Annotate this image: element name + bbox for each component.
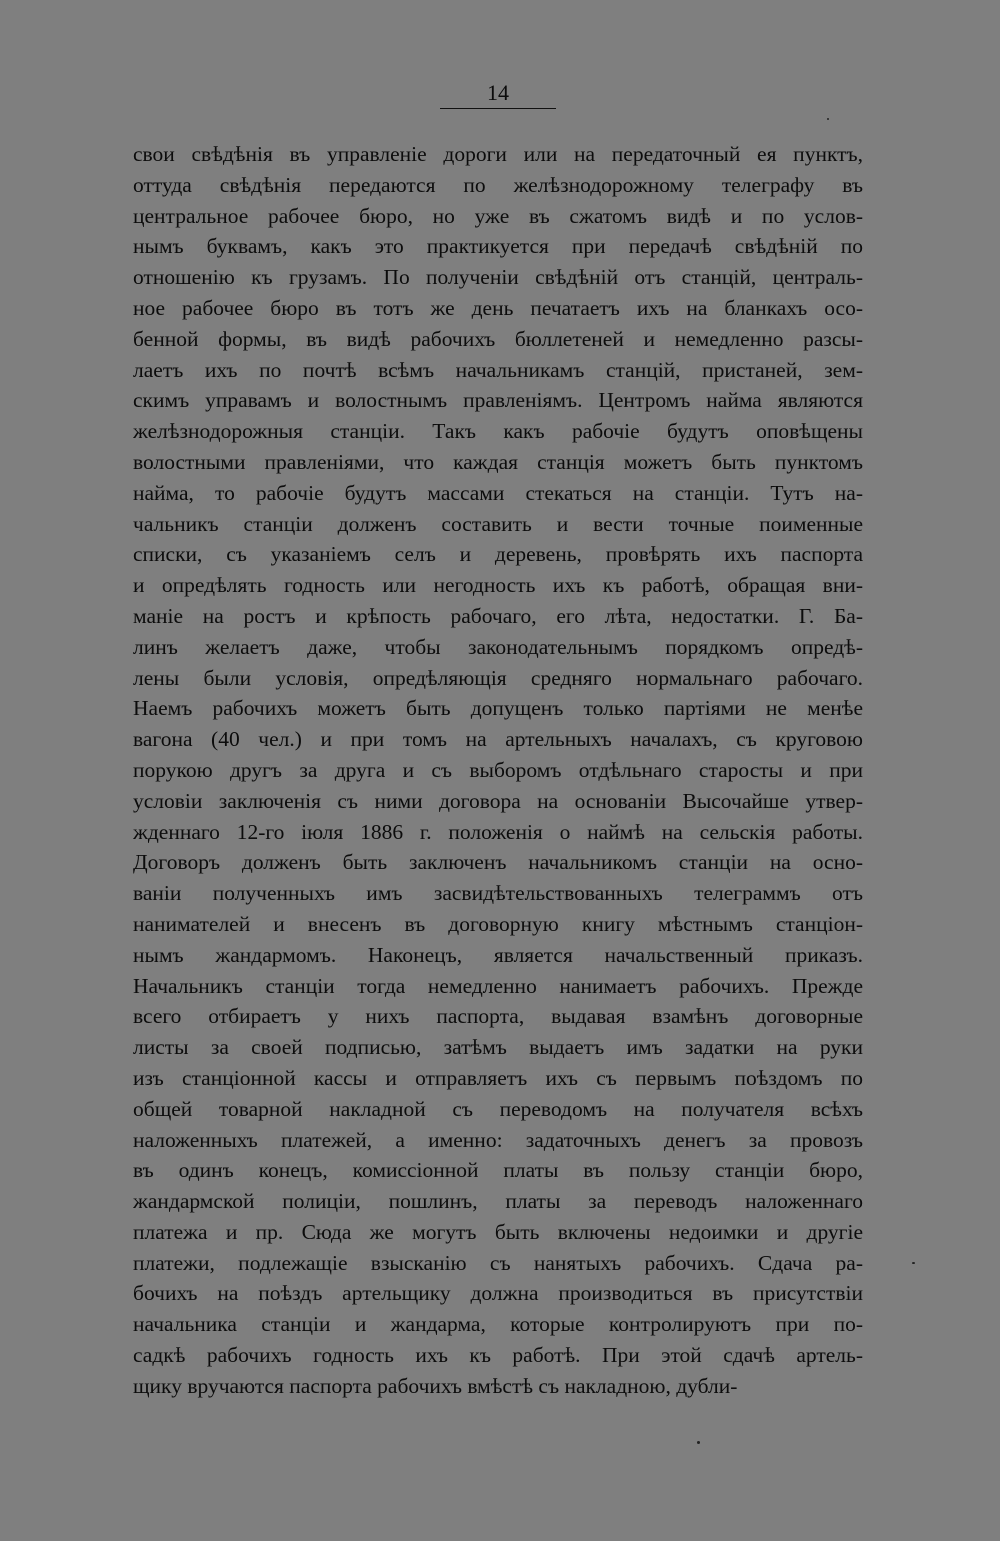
text-line: наложенныхъ платежей, а именно: задаточныхъ денегъ за провозъ (133, 1127, 863, 1152)
text-line: платежа и пр. Сюда же могутъ быть включены недоимки и другіе (133, 1219, 863, 1244)
text-line: общей товарной накладной съ переводомъ на получателя всѣхъ (133, 1096, 863, 1121)
text-line: линъ желаетъ даже, чтобы законодательнымъ порядкомъ опредѣ- (133, 634, 863, 659)
text-line: нанимателей и внесенъ въ договорную книгу мѣстнымъ станціон- (133, 911, 863, 936)
text-line: бенной формы, въ видѣ рабочихъ бюллетеней и немедленно разсы- (133, 326, 863, 351)
text-line: платежи, подлежащіе взысканію съ нанятыхъ рабочихъ. Сдача ра- (133, 1250, 863, 1275)
text-line: ваніи полученныхъ имъ засвидѣтельствованныхъ телеграммъ отъ (133, 881, 863, 906)
text-line: и опредѣлять годность или негодность ихъ къ работѣ, обращая вни- (133, 573, 863, 598)
text-line: Наемъ рабочихъ можетъ быть допущенъ только партіями не менѣе (133, 696, 863, 721)
body-text (133, 139, 863, 1402)
text-line: щику вручаются паспорта рабочихъ вмѣстѣ съ накладною, дубли- (133, 1373, 738, 1398)
text-line: оттуда свѣдѣнія передаются по желѣзнодорожному телеграфу въ (133, 172, 863, 197)
print-speck (912, 1262, 915, 1264)
text-line: жденнаго 12-го іюля 1886 г. положенія о наймѣ на сельскія работы. (133, 819, 863, 844)
text-line: волостными правленіями, что каждая станція можетъ быть пунктомъ (133, 449, 863, 474)
text-line: лаетъ ихъ по почтѣ всѣмъ начальникамъ станцій, пристаней, зем- (133, 357, 863, 382)
print-speck (697, 1441, 700, 1444)
text-line: найма, то рабочіе будутъ массами стекаться на станціи. Тутъ на- (133, 480, 863, 505)
text-line: свои свѣдѣнія въ управленіе дороги или на передаточный ея пунктъ, (133, 142, 863, 166)
text-line: порукою другъ за друга и съ выборомъ отдѣльнаго старосты и при (133, 757, 863, 782)
text-line: Договоръ долженъ быть заключенъ начальникомъ станціи на осно- (133, 850, 863, 875)
text-line: лены были условія, опредѣляющія средняго нормальнаго рабочаго. (133, 665, 863, 690)
text-line: ное рабочее бюро въ тотъ же день печатаетъ ихъ на бланкахъ осо- (133, 295, 863, 320)
text-line: жандармской полиціи, пошлинъ, платы за переводъ наложеннаго (133, 1189, 863, 1214)
text-line: бочихъ на поѣздъ артельщику должна производиться въ присутствіи (133, 1281, 863, 1306)
text-line: чальникъ станціи долженъ составить и вести точные поименные (133, 511, 863, 536)
page-number-rule (440, 108, 556, 109)
text-line: маніе на ростъ и крѣпость рабочаго, его лѣта, недостатки. Г. Ба- (133, 603, 863, 628)
page-number: 14 (487, 80, 509, 105)
text-line: отношенію къ грузамъ. По полученіи свѣдѣній отъ станцій, централь- (133, 265, 863, 290)
text-line: центральное рабочее бюро, но уже въ сжатомъ видѣ и по услов- (133, 203, 863, 228)
text-line: нымъ жандармомъ. Наконецъ, является начальственный приказъ. (133, 942, 863, 967)
text-line: всего отбираетъ у нихъ паспорта, выдавая взамѣнъ договорные (133, 1004, 863, 1029)
text-line: скимъ управамъ и волостнымъ правленіямъ. Центромъ найма являются (133, 388, 863, 413)
text-line: вагона (40 чел.) и при томъ на артельныхъ началахъ, съ круговою (133, 727, 863, 752)
text-line: Начальникъ станціи тогда немедленно нанимаетъ рабочихъ. Прежде (133, 973, 863, 998)
text-line: листы за своей подписью, затѣмъ выдаетъ имъ задатки на руки (133, 1035, 863, 1060)
text-line: нымъ буквамъ, какъ это практикуется при передачѣ свѣдѣній по (133, 234, 863, 259)
text-line: садкѣ рабочихъ годность ихъ къ работѣ. При этой сдачѣ артель- (133, 1343, 863, 1368)
text-line: условіи заключенія съ ними договора на основаніи Высочайше утвер- (133, 788, 863, 813)
text-line: изъ станціонной кассы и отправляетъ ихъ съ первымъ поѣздомъ по (133, 1065, 863, 1090)
print-speck (827, 118, 829, 120)
text-line: списки, съ указаніемъ селъ и деревень, провѣрять ихъ паспорта (133, 542, 863, 567)
text-line: въ одинъ конецъ, комиссіонной платы въ пользу станціи бюро, (133, 1158, 863, 1183)
text-line: желѣзнодорожныя станціи. Такъ какъ рабочіе будутъ оповѣщены (133, 419, 863, 444)
text-line: начальника станціи и жандарма, которые контролируютъ при по- (133, 1312, 863, 1337)
